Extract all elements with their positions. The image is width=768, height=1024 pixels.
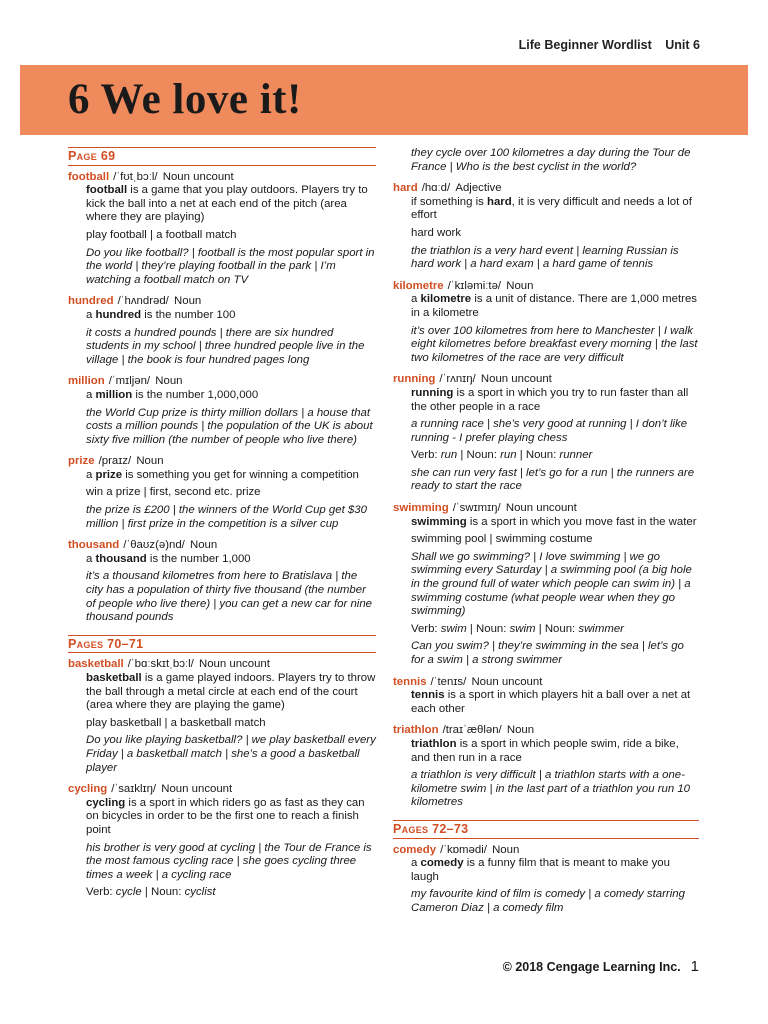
definition: a thousand is the number 1,000 (86, 552, 251, 565)
entry-football (68, 171, 376, 288)
examples: my favourite kind of film is comedy | a comedy starring Cameron Diaz | a comedy film (411, 888, 685, 914)
unit-title: 6 We love it! (68, 76, 302, 123)
headword: basketball (68, 658, 124, 671)
headword: kilometre (393, 279, 444, 292)
examples: a triathlon is very difficult | a triathlon starts with a one-kilometre swim | in the last part of a triathlon you run 10 kilometres (411, 769, 690, 809)
part-of-speech: Noun (190, 539, 218, 552)
entry-header (68, 783, 376, 797)
headword: running (393, 373, 436, 386)
headword: triathlon (393, 724, 439, 737)
collocations: play football | a football match (86, 228, 237, 241)
definition: if something is hard, it is very difficult and needs a lot of effort (411, 195, 692, 222)
pronunciation: /traɪˈæθlən/ (442, 724, 502, 737)
examples: it’s over 100 kilometres from here to Manchester | I walk eight kilometres before breakfast every morning | the last two kilometres of the race are very difficult (411, 324, 698, 364)
unit-banner (20, 65, 748, 135)
entry-header (68, 375, 376, 389)
examples: the World Cup prize is thirty million dollars | a house that costs a million pounds | the population of the UK is about sixty five million (the number of people who live there) (86, 406, 373, 446)
definition: a hundred is the number 100 (86, 308, 236, 321)
examples: she can run very fast | let’s go for a run | the runners are ready to start the race (411, 466, 695, 493)
word-forms: Verb: cycle | Noun: cyclist (86, 886, 216, 899)
entry-million (68, 375, 376, 447)
section-heading: Pages 72–73 (393, 820, 699, 839)
entry-header (68, 539, 376, 553)
examples: Shall we go swimming? | I love swimming | we go swimming every Saturday | a swimming pool (a big hole in the ground full of water which people can swim in) | a swimming costume (what people wear when they go swimming) (411, 550, 692, 618)
part-of-speech: Noun uncount (198, 658, 270, 671)
definition: a kilometre is a unit of distance. There are 1,000 metres in a kilometre (411, 293, 697, 319)
entry-running (393, 373, 699, 494)
pronunciation: /ˈmɪljən/ (108, 375, 151, 388)
entry-kilometre (393, 280, 699, 366)
definition: cycling is a sport in which riders go as fast as they can on bicycles in order to be the first one to reach a finish point (86, 796, 365, 836)
left-column (68, 147, 376, 908)
definition: running is a sport in which you try to run faster than all the other people in a race (411, 386, 689, 413)
entry-triathlon (393, 724, 699, 810)
copyright: © 2018 Cengage Learning Inc. (502, 960, 681, 974)
pronunciation: /ˈbɑːskɪtˌbɔːl/ (127, 658, 194, 671)
examples: Do you like football? | football is the most popular sport in the world | they’re playing football in the park | I’m watching a football match on TV (86, 246, 375, 286)
headword: tennis (393, 675, 427, 688)
part-of-speech: Noun (492, 843, 520, 856)
headword: hundred (68, 295, 114, 308)
part-of-speech: Noun uncount (161, 783, 233, 796)
part-of-speech: Noun (174, 295, 202, 308)
page-footer (503, 958, 699, 975)
pronunciation: /ˈsaɪklɪŋ/ (111, 783, 157, 796)
entry-header (393, 373, 699, 387)
collocations: win a prize | first, second etc. prize (86, 486, 261, 499)
entry-header (393, 676, 699, 690)
definition: swimming is a sport in which you move fast in the water (411, 515, 697, 528)
right-column (393, 147, 699, 924)
word-forms: Verb: swim | Noun: swim | Noun: swimmer (411, 622, 624, 635)
examples-continued: they cycle over 100 kilometres a day during the Tour de France | Who is the best cyclist in the world? (411, 147, 691, 173)
headword: football (68, 170, 110, 183)
entry-header (393, 844, 699, 858)
definition: tennis is a sport in which players hit a ball over a net at each other (411, 689, 691, 715)
examples: Can you swim? | they’re swimming in the sea | let’s go for a swim | a strong swimmer (411, 640, 684, 666)
entry-header (68, 171, 376, 185)
examples: the prize is £200 | the winners of the World Cup get $30 million | first prize in the competition is a silver cup (86, 504, 367, 530)
entry-thousand (68, 539, 376, 625)
pronunciation: /praɪz/ (98, 455, 132, 468)
examples: a running race | she’s very good at running | I don’t like running - I prefer playing chess (411, 418, 688, 444)
headword: hard (393, 182, 418, 195)
entry-header (393, 280, 699, 294)
entry-header (393, 182, 699, 196)
part-of-speech: Adjective (455, 182, 502, 195)
examples: it’s a thousand kilometres from here to Bratislava | the city has a population of thirty five thousand (the number of people who live there) | you can get a new car for nine thousand pounds (86, 570, 372, 624)
page-number: 1 (690, 958, 699, 975)
headword: million (68, 375, 105, 388)
definition: a comedy is a funny film that is meant to make you laugh (411, 857, 670, 883)
running-head (519, 38, 700, 52)
examples: it costs a hundred pounds | there are six hundred students in my school | three hundred people live in the village | the book is four hundred pages long (86, 326, 365, 366)
entry-basketball (68, 658, 376, 775)
part-of-speech: Noun (506, 279, 534, 292)
collocations: swimming pool | swimming costume (411, 533, 593, 546)
entry-header (68, 455, 376, 469)
unit-label: Unit 6 (665, 38, 700, 52)
pronunciation: /ˈrʌnɪŋ/ (439, 373, 476, 386)
entry-comedy (393, 844, 699, 916)
entry-cycling (68, 783, 376, 900)
pronunciation: /ˈswɪmɪŋ/ (452, 502, 501, 515)
pronunciation: /ˈhʌndrəd/ (117, 295, 169, 308)
entry-swimming (393, 502, 699, 668)
headword: cycling (68, 783, 108, 796)
definition: a prize is something you get for winning a competition (86, 468, 359, 481)
section-heading: Pages 70–71 (68, 635, 376, 654)
part-of-speech: Noun (136, 455, 164, 468)
entry-prize (68, 455, 376, 531)
entry-header (68, 295, 376, 309)
part-of-speech: Noun (155, 375, 183, 388)
definition: basketball is a game played indoors. Players try to throw the ball through a metal circle at each end of the court (area where they are playing the game) (86, 672, 376, 712)
part-of-speech: Noun uncount (505, 502, 577, 515)
definition: triathlon is a sport in which people swim, ride a bike, and then run in a race (411, 737, 679, 764)
headword: thousand (68, 539, 120, 552)
definition: a million is the number 1,000,000 (86, 388, 259, 401)
part-of-speech: Noun uncount (480, 373, 552, 386)
entry-hundred (68, 295, 376, 367)
book-title: Life Beginner Wordlist (518, 38, 652, 52)
examples: Do you like playing basketball? | we play basketball every Friday | a basketball match | she’s a good a basketball player (86, 734, 376, 774)
entry-header (68, 658, 376, 672)
collocations: hard work (411, 226, 462, 239)
section-heading: Page 69 (68, 147, 376, 166)
part-of-speech: Noun uncount (162, 170, 234, 183)
entry-tennis (393, 676, 699, 717)
pronunciation: /ˈkɪləmiːtə/ (447, 279, 502, 292)
entry-header (393, 724, 699, 738)
pronunciation: /ˈθaʊz(ə)nd/ (123, 539, 185, 552)
part-of-speech: Noun (506, 724, 535, 737)
headword: swimming (393, 502, 449, 515)
headword: comedy (393, 843, 437, 856)
part-of-speech: Noun uncount (471, 675, 543, 688)
pronunciation: /ˈtenɪs/ (430, 675, 467, 688)
entry-header (393, 502, 699, 516)
examples: his brother is very good at cycling | the Tour de France is the most famous cycling race | she goes cycling three times a week | a cycling race (86, 841, 372, 881)
headword: prize (68, 455, 95, 468)
collocations: play basketball | a basketball match (86, 716, 266, 729)
pronunciation: /hɑːd/ (421, 182, 451, 195)
pronunciation: /ˈkɒmədi/ (440, 843, 487, 856)
entry-hard (393, 182, 699, 272)
word-forms: Verb: run | Noun: run | Noun: runner (411, 449, 593, 462)
pronunciation: /ˈfʊtˌbɔːl/ (113, 170, 158, 183)
examples: the triathlon is a very hard event | learning Russian is hard work | a hard exam | a hard game of tennis (411, 244, 679, 271)
definition: football is a game that you play outdoors. Players try to kick the ball into a net at each end of the pitch (area where they are playing) (86, 184, 368, 224)
